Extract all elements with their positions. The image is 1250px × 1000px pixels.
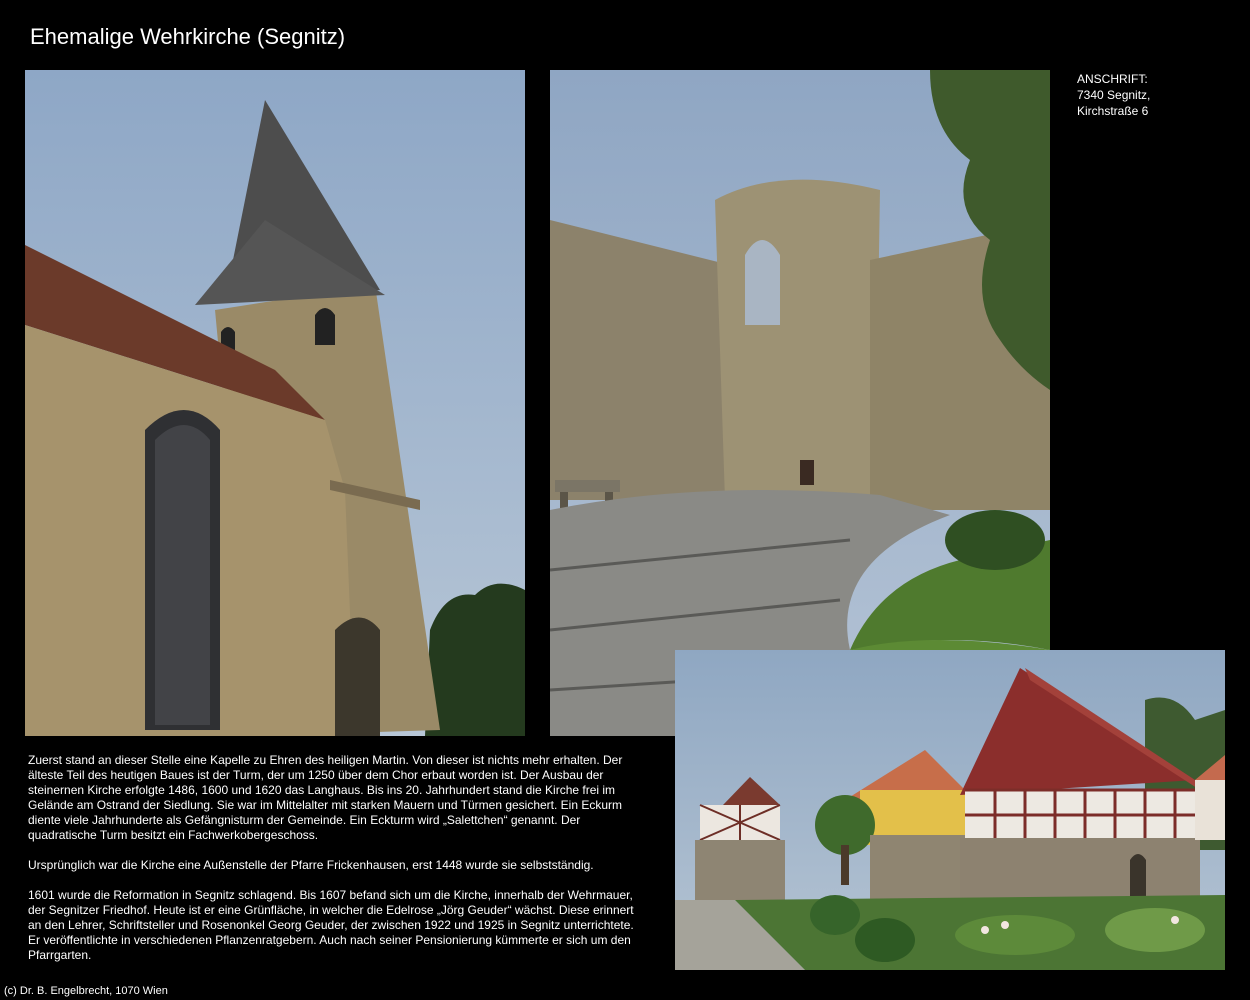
- address-heading: ANSCHRIFT:: [1077, 72, 1148, 86]
- description-paragraph-1: Zuerst stand an dieser Stelle eine Kapelle zu Ehren des heiligen Martin. Von dieser ist nichts mehr erhalten. Der älteste Teil des heutigen Baues ist der Turm, der um 1250 über dem Chor erbaut worden ist. Der Ausbau der steinernen Kirche erfolgte 1486, 1600 und 1620 das Langhaus. Bis ins 20. Jahrhundert stand die Kirche frei im Gelände am Ostrand der Siedlung. Sie war im Mittelalter mit starken Mauern und Türmen gesichert. Ein Eckurm diente viele Jahrhunderte als Gefängnisturm der Gemeinde. Ein Eckturm wird „Salettchen“ genannt. Der quadratische Turm besitzt ein Fachwerkobergeschoss.: [28, 753, 623, 842]
- address-line-1: 7340 Segnitz,: [1077, 88, 1151, 102]
- description-paragraph-2: Ursprünglich war die Kirche eine Außenstelle der Pfarre Frickenhausen, erst 1448 wurde sie selbstständig.: [28, 858, 594, 872]
- fortified-courtyard-photo: [550, 70, 1050, 736]
- church-tower-photo: [25, 70, 525, 736]
- page-title: Ehemalige Wehrkirche (Segnitz): [30, 24, 346, 49]
- village-houses-photo: [675, 650, 1225, 970]
- address-line-2: Kirchstraße 6: [1077, 104, 1149, 118]
- address-block: [1077, 71, 1150, 119]
- description-paragraph-3: 1601 wurde die Reformation in Segnitz schlagend. Bis 1607 befand sich um die Kirche, innerhalb der Wehrmauer, der Segnitzer Friedhof. Heute ist er eine Grünfläche, in welcher die Edelrose „Jörg Geuder“ wächst. Diese erinnert an den Lehrer, Schriftsteller und Rosenonkel Georg Geuder, der zwischen 1922 und 1925 in Segnitz unterrichtete. Er veröffentlichte in verschiedenen Pflanzenratgebern. Auch nach seiner Pensionierung kümmerte er sich um den Pfarrgarten.: [28, 888, 634, 962]
- description-text: [28, 753, 640, 978]
- copyright-footer: (c) Dr. B. Engelbrecht, 1070 Wien: [4, 985, 168, 997]
